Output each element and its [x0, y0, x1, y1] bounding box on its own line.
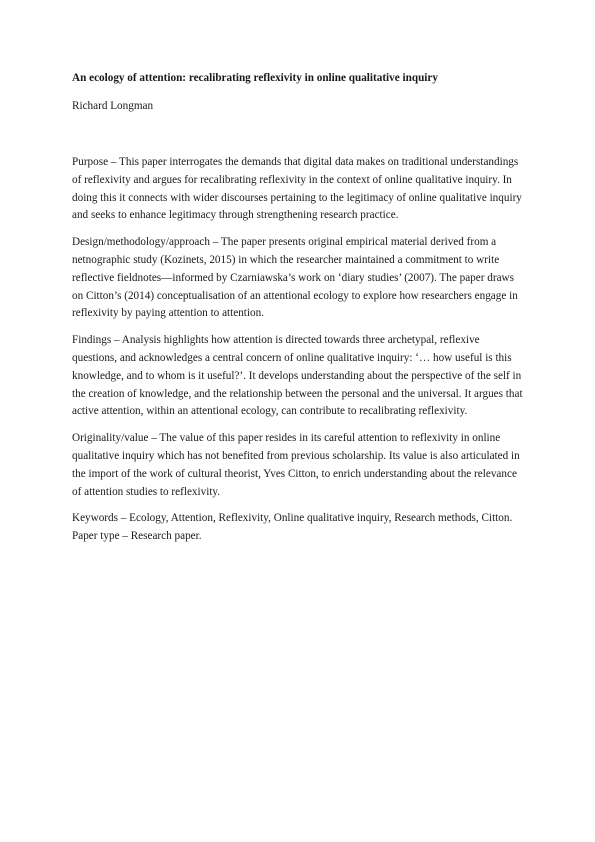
abstract-originality: Originality/value – The value of this paper resides in its careful attention to reflexivity in online qualitative inquiry which has not benefited from previous scholarship. Its value is also articulated in the import of the work of cultural theorist, Yves Citton, to enrich understanding about the relevance of attention studies to reflexivity. [72, 432, 520, 498]
abstract-keywords: Keywords – Ecology, Attention, Reflexivity, Online qualitative inquiry, Research methods, Citton. Paper type – Research paper. [72, 512, 513, 543]
author-name: Richard Longman [72, 100, 154, 112]
paper-title: An ecology of attention: recalibrating reflexivity in online qualitative inquiry [72, 72, 438, 84]
document-page [72, 70, 524, 555]
abstract [72, 154, 524, 546]
abstract-purpose: Purpose – This paper interrogates the demands that digital data makes on traditional understandings of reflexivity and argues for recalibrating reflexivity in the context of online qualitative inquiry. In doing this it connects with wider discourses pertaining to the legitimacy of online qualitative inquiry and seeks to enhance legitimacy through strengthening research practice. [72, 156, 522, 222]
abstract-findings: Findings – Analysis highlights how attention is directed towards three archetypal, reflexive questions, and acknowledges a central concern of online qualitative inquiry: ‘… how useful is this knowledge, and to whom is it useful?’. It develops understanding about the perspective of the self in the creation of knowledge, and the relationship between the personal and the universal. It argues that active attention, within an attentional ecology, can contribute to recalibrating reflexivity. [72, 334, 523, 418]
abstract-design: Design/methodology/approach – The paper presents original empirical material derived from a netnographic study (Kozinets, 2015) in which the researcher maintained a commitment to write reflective fieldnotes—informed by Czarniawska’s work on ‘diary studies’ (2007). The paper draws on Citton’s (2014) conceptualisation of an attentional ecology to explore how researchers engage in reflexivity by paying attention to attention. [72, 236, 518, 320]
